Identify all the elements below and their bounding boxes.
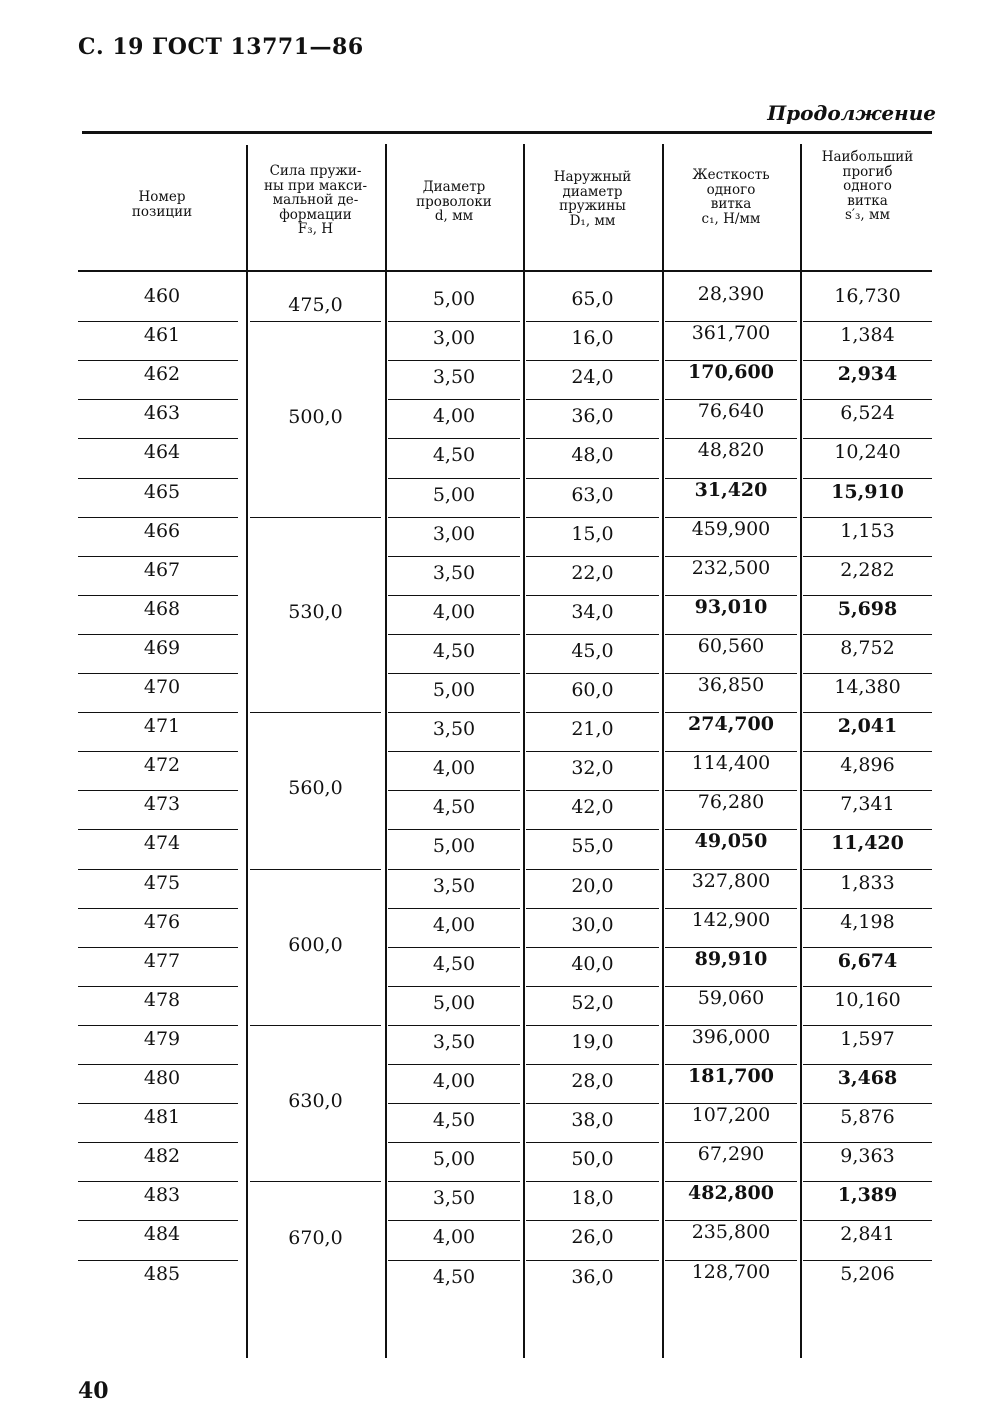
- column-header-line: мальной де-: [272, 192, 359, 208]
- column-header-line: одного: [843, 178, 892, 194]
- row-divider: [803, 908, 932, 909]
- row-divider: [803, 1220, 932, 1221]
- table-cell-d: 5,00: [432, 483, 476, 506]
- table-cell-D1: 21,0: [571, 718, 614, 741]
- table-cell-D1: 24,0: [571, 366, 614, 389]
- row-divider: [526, 438, 659, 439]
- row-divider: [526, 1260, 659, 1261]
- table-cell-pos: 463: [143, 402, 181, 425]
- column-header-line: ны при макси-: [263, 177, 368, 194]
- row-divider: [803, 712, 932, 713]
- table-cell-D1: 65,0: [571, 288, 614, 310]
- table-cell-pos: 483: [143, 1184, 181, 1207]
- row-divider: [526, 790, 659, 791]
- table-cell-pos: 464: [143, 441, 181, 464]
- row-divider: [803, 829, 932, 830]
- table-cell-d: 4,50: [432, 1265, 476, 1288]
- table-cell-s3: 3,468: [837, 1067, 898, 1089]
- column-header-line: Номер: [138, 189, 186, 205]
- row-divider: [526, 1220, 659, 1221]
- force-cell: 670,0: [288, 1226, 343, 1249]
- table-cell-c1: 128,700: [691, 1260, 771, 1283]
- table-cell-D1: 20,0: [571, 874, 614, 897]
- row-divider: [388, 1181, 520, 1182]
- column-header-line: диаметр: [562, 183, 623, 200]
- table-cell-pos: 460: [143, 285, 181, 307]
- row-divider: [388, 673, 520, 674]
- table-cell-pos: 475: [143, 871, 181, 894]
- row-divider: [388, 1142, 520, 1143]
- table-cell-pos: 480: [143, 1067, 181, 1089]
- table-cell-c1: 396,000: [691, 1025, 771, 1048]
- table-cell-pos: 461: [143, 324, 181, 347]
- row-divider: [803, 1181, 932, 1182]
- column-header: [385, 180, 523, 224]
- table-cell-s3: 7,341: [840, 793, 895, 816]
- table-cell-d: 4,50: [432, 796, 476, 819]
- force-cell: 500,0: [288, 405, 343, 428]
- row-divider: [803, 673, 932, 674]
- continuation-label: Продолжение: [767, 101, 936, 125]
- row-divider: [526, 986, 659, 987]
- table-cell-c1: 170,600: [688, 361, 774, 384]
- table-cell-pos: 478: [143, 988, 181, 1011]
- table-cell-s3: 1,833: [840, 871, 895, 894]
- table-cell-d: 5,00: [432, 835, 476, 858]
- table-cell-s3: 5,698: [837, 597, 898, 620]
- table-cell-s3: 15,910: [831, 480, 904, 503]
- table-cell-D1: 30,0: [571, 913, 614, 936]
- row-divider: [803, 399, 932, 400]
- table-cell-s3: 16,730: [834, 285, 901, 307]
- row-divider: [388, 1220, 520, 1221]
- table-cell-pos: 477: [143, 949, 181, 972]
- table-cell-s3: 5,206: [840, 1262, 895, 1285]
- table-cell-s3: 14,380: [834, 676, 901, 698]
- row-divider: [803, 1025, 932, 1026]
- table-cell-d: 5,00: [432, 991, 476, 1014]
- row-divider: [388, 1025, 520, 1026]
- table-cell-pos: 484: [143, 1223, 181, 1246]
- column-header-line: витка: [710, 196, 752, 212]
- table-cell-s3: 2,934: [837, 363, 898, 386]
- table-cell-s3: 2,282: [840, 558, 895, 581]
- table-cell-c1: 114,400: [691, 752, 771, 775]
- table-cell-s3: 4,896: [840, 754, 895, 777]
- row-divider: [388, 751, 520, 752]
- row-divider: [78, 712, 238, 713]
- table-cell-pos: 473: [143, 793, 181, 816]
- table-cell-pos: 465: [143, 480, 181, 503]
- table-cell-D1: 22,0: [571, 561, 614, 584]
- column-header-symbol: s′₃, мм: [845, 207, 890, 223]
- row-divider: [526, 1142, 659, 1143]
- table-cell-D1: 34,0: [571, 600, 614, 623]
- column-divider: [246, 145, 248, 1358]
- column-header-line: прогиб: [842, 163, 893, 180]
- row-divider: [78, 438, 238, 439]
- table-cell-D1: 42,0: [571, 796, 614, 819]
- row-divider: [388, 634, 520, 635]
- table-cell-c1: 59,060: [697, 986, 765, 1009]
- table-cell-D1: 38,0: [571, 1109, 614, 1132]
- table-cell-d: 3,50: [432, 561, 476, 584]
- table-top-rule: [82, 131, 932, 134]
- table-cell-D1: 26,0: [571, 1226, 614, 1249]
- row-divider: [526, 869, 659, 870]
- table-cell-c1: 48,820: [697, 439, 765, 462]
- row-divider: [526, 908, 659, 909]
- table-cell-D1: 19,0: [571, 1030, 614, 1053]
- row-divider: [803, 556, 932, 557]
- table-cell-c1: 232,500: [691, 556, 771, 579]
- table-cell-c1: 76,640: [697, 400, 765, 423]
- column-header-line: пружины: [559, 198, 626, 214]
- table-cell-d: 3,50: [432, 1187, 476, 1210]
- row-divider: [388, 1064, 520, 1065]
- column-header-symbol: D₁, мм: [569, 212, 616, 229]
- table-cell-s3: 1,153: [840, 519, 895, 542]
- row-divider: [526, 1181, 659, 1182]
- table-cell-s3: 4,198: [840, 910, 895, 933]
- row-divider: [526, 360, 659, 361]
- row-divider: [526, 634, 659, 635]
- row-divider: [78, 829, 238, 830]
- table-cell-pos: 474: [143, 832, 181, 855]
- table-cell-c1: 459,900: [691, 517, 771, 540]
- row-divider: [78, 595, 238, 596]
- row-divider: [388, 595, 520, 596]
- table-cell-s3: 10,240: [834, 441, 901, 464]
- table-cell-pos: 467: [143, 558, 181, 581]
- page-number: 40: [78, 1378, 109, 1404]
- row-divider: [803, 986, 932, 987]
- row-divider: [78, 478, 238, 479]
- table-cell-pos: 471: [143, 715, 181, 738]
- column-header-line: позиции: [131, 203, 193, 220]
- row-divider: [78, 790, 238, 791]
- table-cell-d: 5,00: [432, 679, 476, 701]
- row-divider: [526, 673, 659, 674]
- row-divider: [388, 1260, 520, 1261]
- table-cell-D1: 50,0: [571, 1148, 614, 1171]
- table-cell-D1: 48,0: [571, 444, 614, 467]
- column-header-line: Наибольший: [821, 149, 914, 165]
- table-cell-D1: 36,0: [571, 1265, 614, 1288]
- table-cell-c1: 60,560: [697, 634, 765, 657]
- row-divider: [803, 1064, 932, 1065]
- table-cell-D1: 36,0: [571, 405, 614, 428]
- row-divider: [78, 1064, 238, 1065]
- row-divider: [388, 790, 520, 791]
- table-cell-D1: 32,0: [571, 757, 614, 780]
- column-divider: [385, 144, 387, 1358]
- row-divider: [803, 595, 932, 596]
- force-cell: 600,0: [288, 933, 343, 956]
- row-divider: [388, 829, 520, 830]
- table-cell-c1: 142,900: [691, 908, 771, 931]
- column-header-line: Наружный: [553, 169, 632, 185]
- row-divider: [388, 517, 520, 518]
- column-header: [78, 190, 246, 219]
- force-group-divider: [250, 712, 381, 713]
- row-divider: [803, 478, 932, 479]
- row-divider: [78, 1220, 238, 1221]
- column-header-symbol: F₃, Н: [297, 221, 334, 237]
- row-divider: [526, 1064, 659, 1065]
- row-divider: [526, 751, 659, 752]
- row-divider: [388, 478, 520, 479]
- row-divider: [388, 869, 520, 870]
- table-cell-c1: 28,390: [697, 283, 765, 305]
- row-divider: [78, 634, 238, 635]
- table-cell-s3: 1,597: [840, 1027, 895, 1050]
- row-divider: [388, 321, 520, 322]
- row-divider: [526, 517, 659, 518]
- table-cell-c1: 76,280: [697, 791, 765, 814]
- row-divider: [803, 869, 932, 870]
- row-divider: [803, 947, 932, 948]
- table-cell-c1: 36,850: [697, 674, 765, 696]
- row-divider: [526, 478, 659, 479]
- row-divider: [388, 360, 520, 361]
- force-group-divider: [250, 869, 381, 870]
- table-cell-d: 4,00: [432, 1226, 476, 1249]
- row-divider: [526, 556, 659, 557]
- table-cell-s3: 2,841: [840, 1223, 895, 1246]
- page-header: С. 19 ГОСТ 13771—86: [78, 34, 364, 60]
- table-cell-D1: 15,0: [571, 522, 614, 545]
- row-divider: [78, 399, 238, 400]
- column-header-symbol: d, мм: [434, 208, 474, 224]
- force-cell: 475,0: [288, 293, 343, 316]
- force-group-divider: [250, 517, 381, 518]
- table-cell-D1: 55,0: [571, 835, 614, 858]
- column-header-line: Диаметр: [422, 179, 486, 195]
- table-cell-d: 3,00: [432, 327, 476, 350]
- table-cell-d: 5,00: [432, 1148, 476, 1171]
- table-cell-pos: 481: [143, 1106, 181, 1129]
- row-divider: [526, 829, 659, 830]
- table-header-rule: [78, 270, 932, 272]
- column-header-line: Жесткость: [692, 167, 770, 183]
- row-divider: [526, 399, 659, 400]
- row-divider: [78, 517, 238, 518]
- table-cell-d: 4,50: [432, 952, 476, 975]
- table-cell-d: 4,00: [432, 600, 476, 623]
- row-divider: [78, 673, 238, 674]
- table-cell-d: 5,00: [432, 288, 476, 310]
- table-cell-c1: 89,910: [694, 947, 768, 970]
- force-group-divider: [250, 1181, 381, 1182]
- table-cell-D1: 60,0: [571, 679, 614, 701]
- row-divider: [78, 360, 238, 361]
- row-divider: [388, 712, 520, 713]
- table-cell-D1: 45,0: [571, 639, 614, 662]
- table-cell-s3: 1,389: [837, 1184, 898, 1207]
- row-divider: [803, 517, 932, 518]
- table-cell-D1: 28,0: [571, 1070, 614, 1092]
- table-cell-c1: 181,700: [688, 1065, 774, 1087]
- table-cell-D1: 16,0: [571, 327, 614, 350]
- row-divider: [78, 947, 238, 948]
- force-cell: 630,0: [288, 1090, 343, 1113]
- table-cell-D1: 40,0: [571, 952, 614, 975]
- table-cell-c1: 274,700: [688, 713, 774, 736]
- table-cell-s3: 6,674: [837, 949, 898, 972]
- column-header: [246, 164, 385, 237]
- table-cell-c1: 67,290: [697, 1143, 765, 1166]
- table-cell-d: 3,50: [432, 874, 476, 897]
- row-divider: [526, 712, 659, 713]
- row-divider: [526, 321, 659, 322]
- row-divider: [78, 1103, 238, 1104]
- table-cell-pos: 485: [143, 1262, 181, 1285]
- table-cell-s3: 8,752: [840, 636, 895, 659]
- column-divider: [523, 144, 525, 1358]
- row-divider: [388, 986, 520, 987]
- table-cell-c1: 93,010: [694, 595, 768, 618]
- table-cell-pos: 476: [143, 910, 181, 933]
- table-cell-s3: 10,160: [834, 988, 901, 1011]
- row-divider: [526, 1103, 659, 1104]
- row-divider: [78, 908, 238, 909]
- table-cell-c1: 235,800: [691, 1221, 771, 1244]
- table-cell-d: 4,50: [432, 639, 476, 662]
- table-cell-d: 4,00: [432, 405, 476, 428]
- row-divider: [803, 1142, 932, 1143]
- row-divider: [388, 947, 520, 948]
- table-cell-pos: 470: [143, 676, 181, 698]
- force-group-divider: [250, 321, 381, 322]
- column-header: [523, 170, 662, 228]
- table-cell-d: 3,50: [432, 366, 476, 389]
- column-header: [800, 150, 935, 223]
- table-cell-D1: 63,0: [571, 483, 614, 506]
- row-divider: [388, 438, 520, 439]
- row-divider: [78, 869, 238, 870]
- table-cell-pos: 462: [143, 363, 181, 386]
- table-cell-D1: 52,0: [571, 991, 614, 1014]
- row-divider: [526, 947, 659, 948]
- table-cell-D1: 18,0: [571, 1187, 614, 1210]
- column-header-line: проволоки: [416, 193, 492, 210]
- table-cell-pos: 472: [143, 754, 181, 777]
- table-cell-s3: 1,384: [840, 324, 895, 347]
- force-cell: 560,0: [288, 777, 343, 800]
- table-cell-d: 4,50: [432, 444, 476, 467]
- row-divider: [78, 751, 238, 752]
- row-divider: [803, 321, 932, 322]
- row-divider: [388, 908, 520, 909]
- row-divider: [388, 1103, 520, 1104]
- column-header: [662, 168, 800, 226]
- row-divider: [526, 1025, 659, 1026]
- table-cell-c1: 107,200: [691, 1104, 771, 1127]
- row-divider: [803, 634, 932, 635]
- row-divider: [78, 556, 238, 557]
- row-divider: [78, 986, 238, 987]
- row-divider: [803, 1260, 932, 1261]
- row-divider: [803, 751, 932, 752]
- row-divider: [388, 399, 520, 400]
- table-cell-d: 3,50: [432, 718, 476, 741]
- table-cell-s3: 5,876: [840, 1106, 895, 1129]
- row-divider: [803, 360, 932, 361]
- table-cell-pos: 469: [143, 636, 181, 659]
- row-divider: [78, 1181, 238, 1182]
- table-cell-d: 4,00: [432, 913, 476, 936]
- row-divider: [78, 321, 238, 322]
- row-divider: [388, 556, 520, 557]
- table-cell-s3: 6,524: [840, 402, 895, 425]
- table-cell-s3: 9,363: [840, 1145, 895, 1168]
- table-cell-d: 4,00: [432, 757, 476, 780]
- force-group-divider: [250, 1025, 381, 1026]
- table-cell-pos: 466: [143, 519, 181, 542]
- table-cell-s3: 2,041: [837, 715, 898, 738]
- row-divider: [526, 595, 659, 596]
- table-cell-c1: 327,800: [691, 869, 771, 892]
- table-cell-d: 4,00: [432, 1070, 476, 1092]
- row-divider: [78, 1142, 238, 1143]
- row-divider: [78, 1260, 238, 1261]
- column-header-line: витка: [847, 192, 888, 209]
- table-cell-d: 4,50: [432, 1109, 476, 1132]
- row-divider: [803, 1103, 932, 1104]
- table-cell-d: 3,00: [432, 522, 476, 545]
- row-divider: [803, 790, 932, 791]
- row-divider: [78, 1025, 238, 1026]
- force-cell: 530,0: [288, 601, 343, 624]
- row-divider: [803, 438, 932, 439]
- table-cell-c1: 361,700: [691, 322, 771, 345]
- column-header-symbol: c₁, Н/мм: [701, 210, 761, 227]
- table-cell-c1: 31,420: [694, 478, 768, 501]
- table-cell-c1: 482,800: [688, 1182, 774, 1205]
- column-header-line: Сила пружи-: [269, 163, 362, 179]
- table-cell-d: 3,50: [432, 1030, 476, 1053]
- table-cell-s3: 11,420: [831, 832, 904, 855]
- table-cell-pos: 468: [143, 597, 181, 620]
- column-header-line: одного: [706, 181, 756, 198]
- table-cell-pos: 482: [143, 1145, 181, 1168]
- column-header-line: формации: [279, 206, 352, 223]
- table-cell-c1: 49,050: [694, 830, 768, 853]
- table-cell-pos: 479: [143, 1027, 181, 1050]
